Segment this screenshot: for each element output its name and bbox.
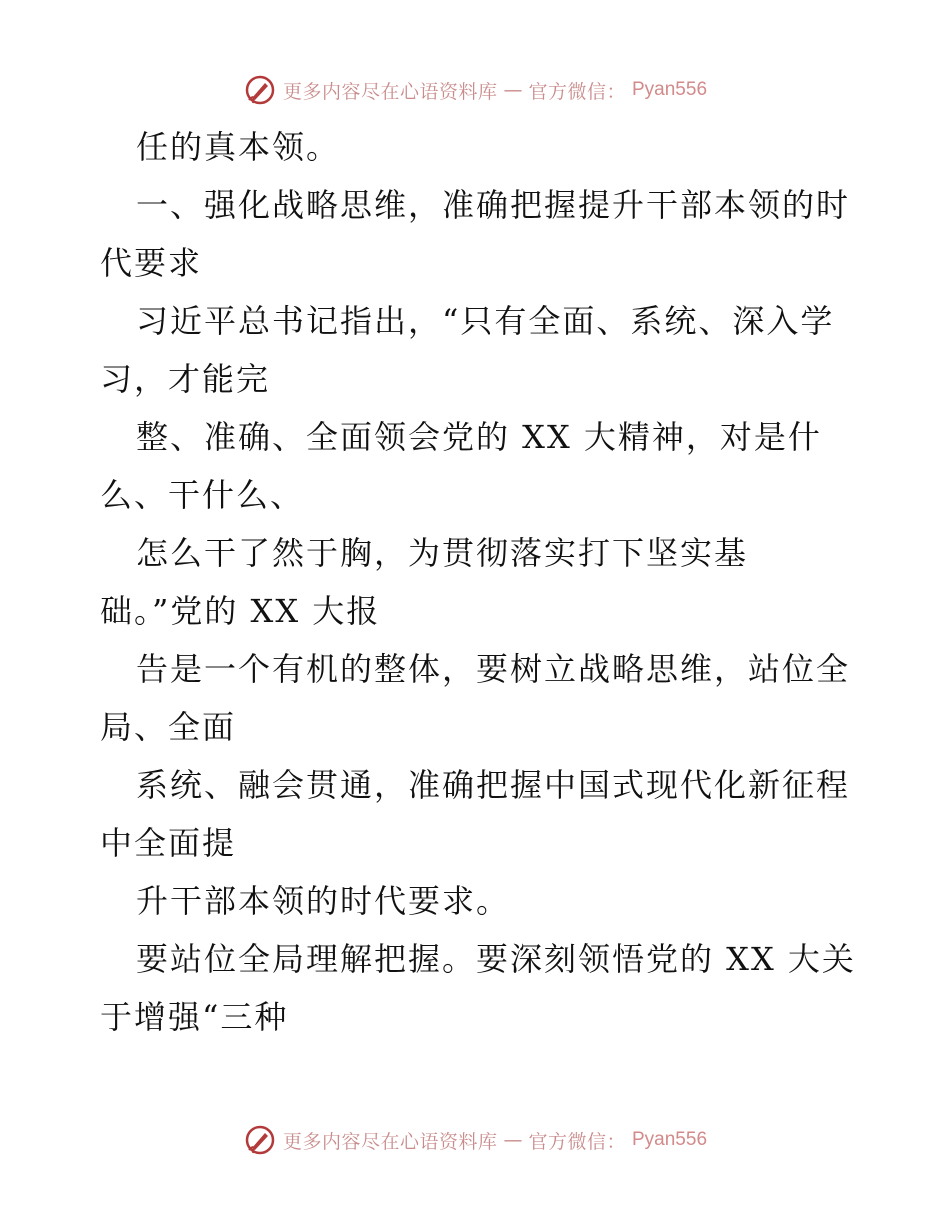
- text-line: 么、干什么、: [100, 476, 305, 514]
- text-line: 中全面提: [100, 824, 237, 862]
- watermark-label: 官方微信：: [528, 80, 626, 103]
- footer-watermark: [0, 1120, 950, 1160]
- text-line: 局、全面: [100, 708, 237, 746]
- watermark-separator: —: [503, 1129, 523, 1151]
- header-watermark: [0, 70, 950, 110]
- text-line: 于增强“三种: [100, 998, 289, 1036]
- watermark-separator: —: [503, 79, 523, 101]
- text-line: 础。”党的 XX 大报: [100, 592, 381, 630]
- watermark-id: Pyan556: [632, 79, 708, 100]
- watermark-text: 更多内容尽在心语资料库: [282, 80, 498, 103]
- watermark-label: 官方微信：: [528, 1130, 626, 1153]
- text-line: 代要求: [100, 244, 203, 282]
- pen-logo-icon: [243, 1123, 277, 1157]
- text-line: 怎么干了然于胸，为贯彻落实打下坚实基: [136, 534, 749, 572]
- text-line: 要站位全局理解把握。要深刻领悟党的 XX 大关: [136, 940, 856, 978]
- text-line: 告是一个有机的整体，要树立战略思维，站位全: [136, 650, 851, 688]
- text-line: 任的真本领。: [136, 128, 341, 166]
- text-line: 习近平总书记指出，“只有全面、系统、深入学: [136, 302, 835, 340]
- document-body: [100, 118, 860, 1046]
- text-line: 习，才能完: [100, 360, 271, 398]
- text-line: 一、强化战略思维，准确把握提升干部本领的时: [136, 186, 851, 224]
- watermark-id: Pyan556: [632, 1129, 708, 1150]
- text-line: 系统、融会贯通，准确把握中国式现代化新征程: [136, 766, 851, 804]
- watermark-text: 更多内容尽在心语资料库: [282, 1130, 498, 1153]
- pen-logo-icon: [243, 73, 277, 107]
- text-line: 升干部本领的时代要求。: [136, 882, 511, 920]
- text-line: 整、准确、全面领会党的 XX 大精神，对是什: [136, 418, 822, 456]
